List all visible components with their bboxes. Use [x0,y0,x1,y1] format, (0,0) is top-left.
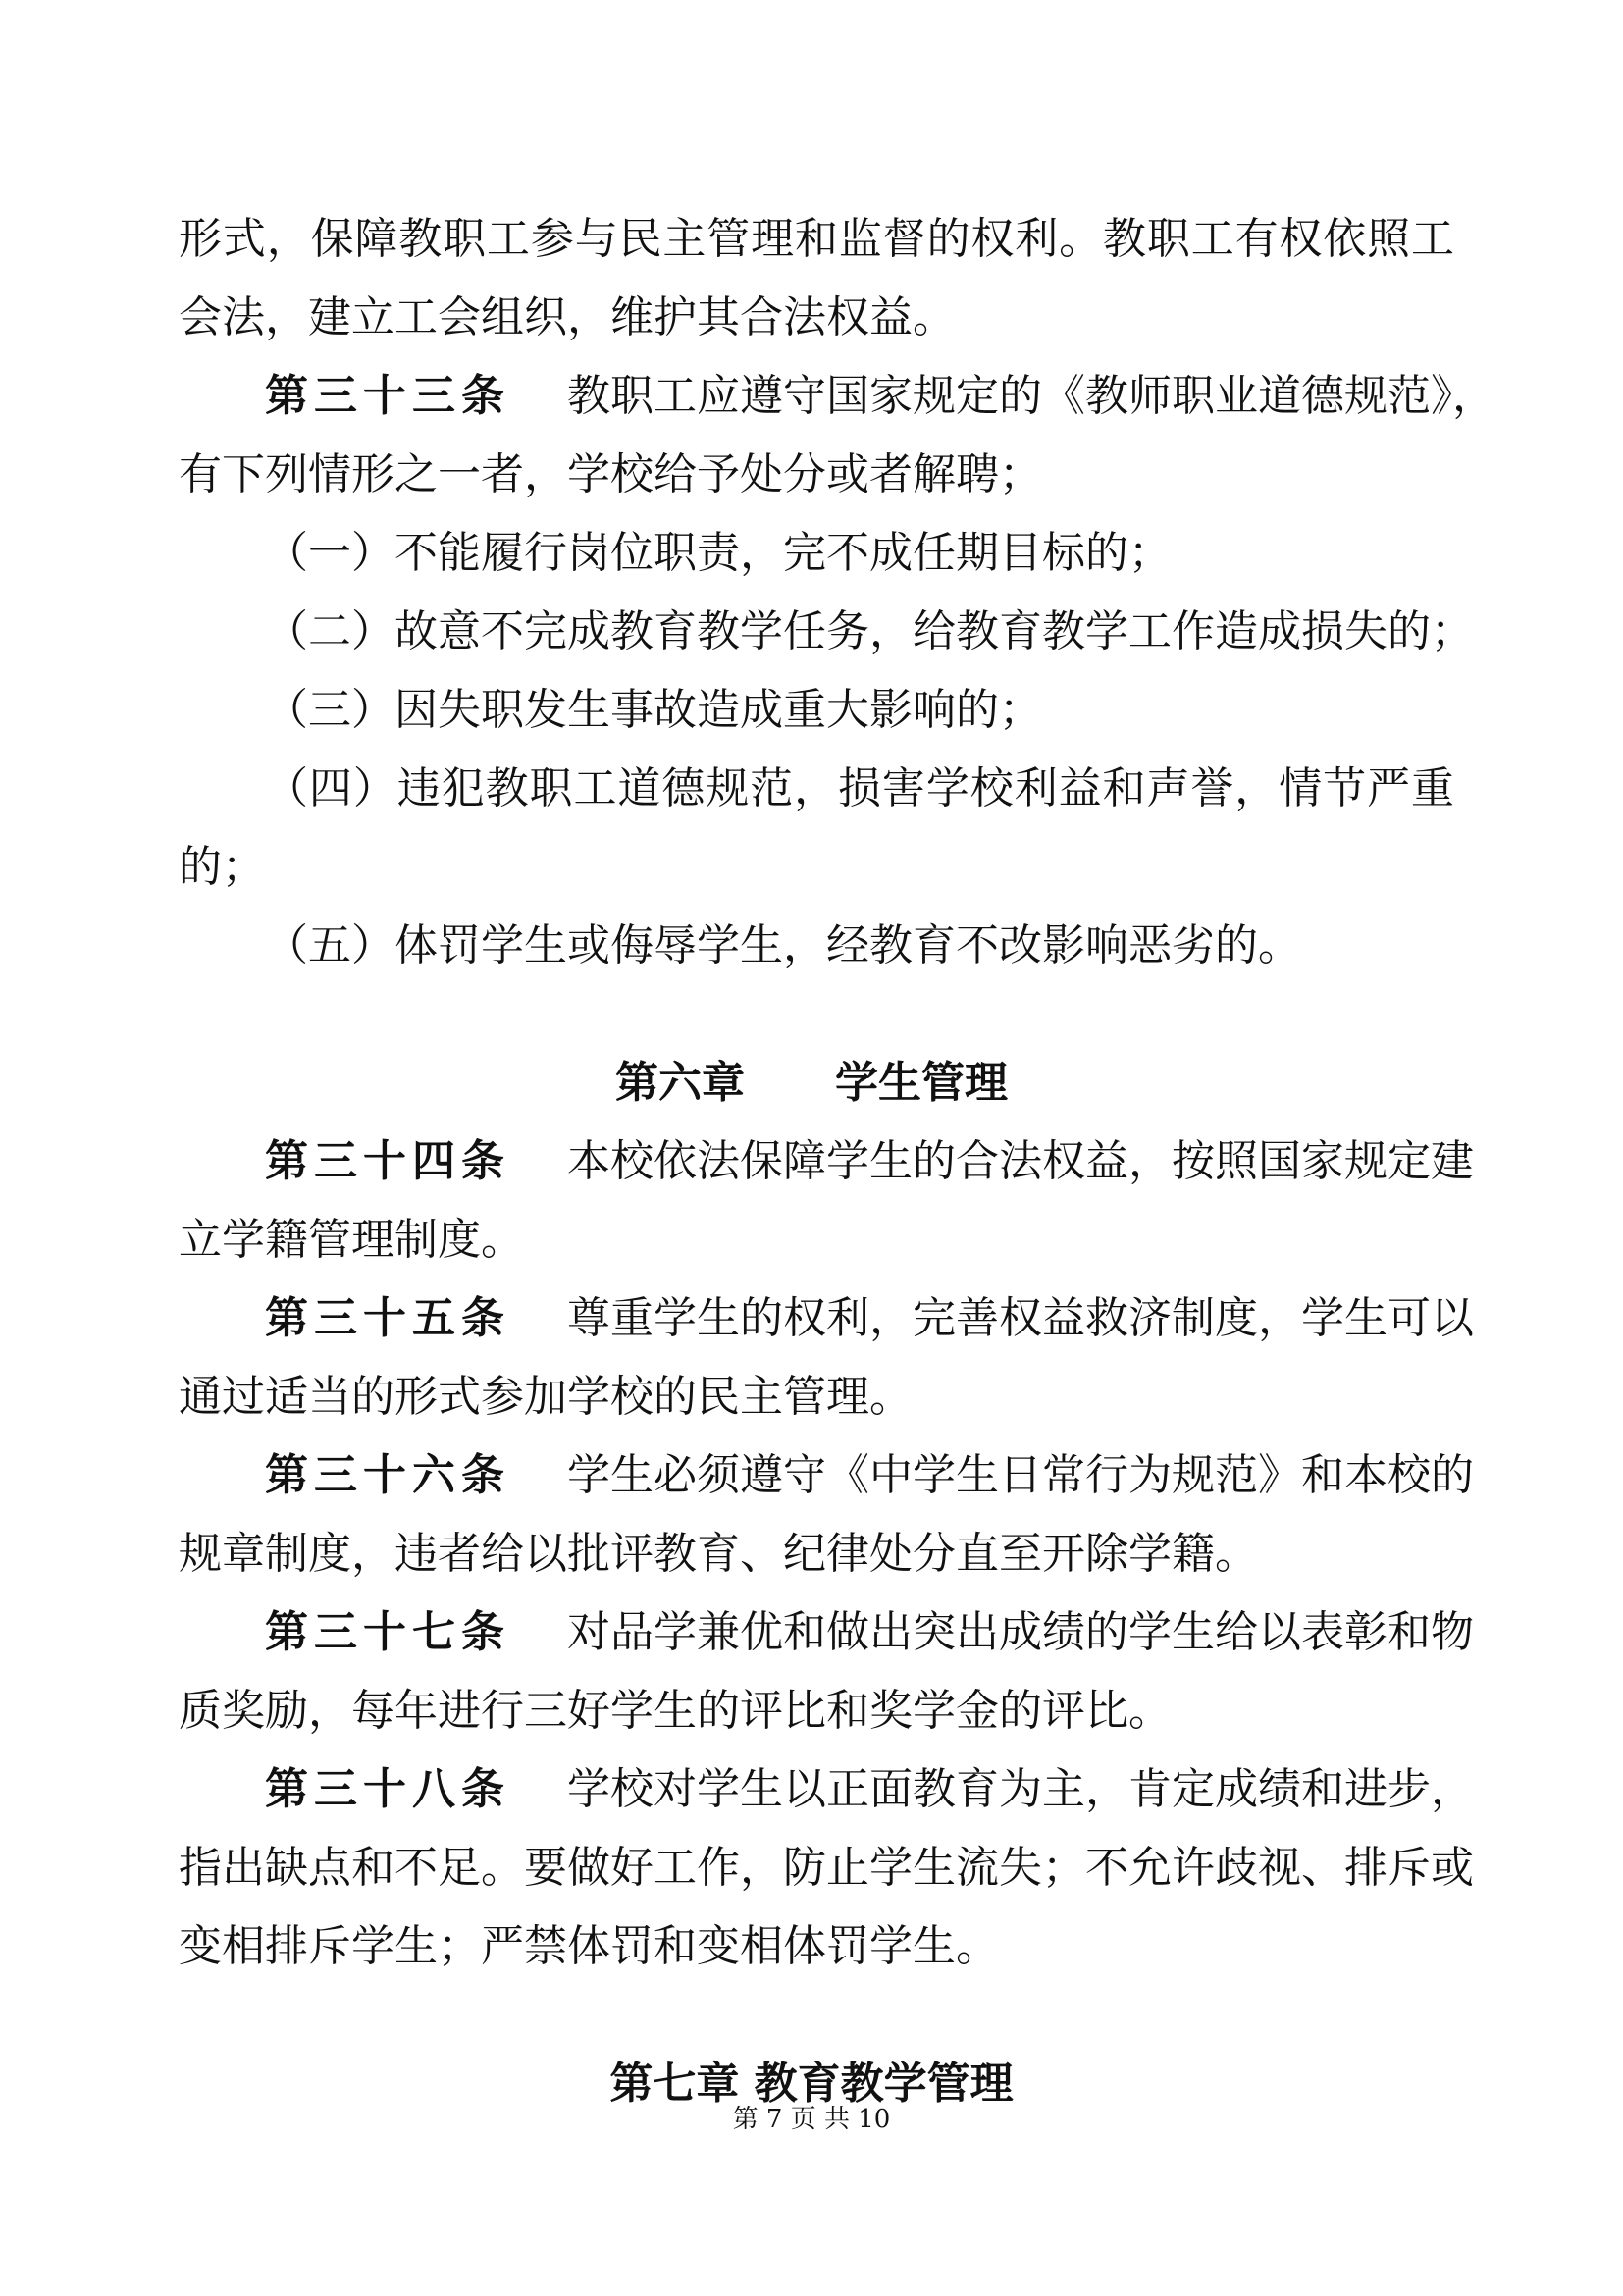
article-text: 学校对学生以正面教育为主，肯定成绩和进步， [567,1764,1474,1814]
paragraph-line: 有下列情形之一者，学校给予处分或者解聘； [179,449,1042,499]
article-text: 教职工应遵守国家规定的《教师职业道德规范》， [567,371,1495,421]
list-item: （一）不能履行岗位职责，完不成任期目标的； [265,528,1172,578]
article-35 [265,1279,1474,1358]
paragraph-line: 通过适当的形式参加学校的民主管理。 [179,1372,913,1422]
article-38 [265,1750,1474,1829]
list-item: （三）因失职发生事故造成重大影响的； [265,685,1042,735]
article-label: 第三十五条 [265,1293,510,1343]
article-label: 第三十三条 [265,371,510,421]
paragraph-line: 质奖励，每年进行三好学生的评比和奖学金的评比。 [179,1686,1172,1736]
chapter-heading: 第六章 学生管理 [615,1058,1008,1108]
article-label: 第三十八条 [265,1764,510,1814]
paragraph-line: 形式，保障教职工参与民主管理和监督的权利。教职工有权依照工 [179,214,1454,264]
chapter-heading: 第七章 教育教学管理 [609,2059,1014,2109]
article-text: 本校依法保障学生的合法权益，按照国家规定建 [567,1136,1474,1186]
article-34 [265,1122,1474,1201]
article-text: 学生必须遵守《中学生日常行为规范》和本校的 [567,1450,1474,1500]
list-item-continuation: 的； [179,842,265,892]
page-number: 第 7 页 共 10 [732,2105,891,2134]
paragraph-line: 指出缺点和不足。要做好工作，防止学生流失；不允许歧视、排斥或 [179,1843,1474,1893]
article-37 [265,1593,1474,1672]
article-33 [265,357,1495,436]
list-item: （二）故意不完成教育教学任务，给教育教学工作造成损失的； [265,606,1474,656]
article-label: 第三十四条 [265,1136,510,1186]
list-item: （五）体罚学生或侮辱学生，经教育不改影响恶劣的。 [265,920,1301,970]
paragraph-line: 变相排斥学生；严禁体罚和变相体罚学生。 [179,1921,999,1971]
list-item: （四）违犯教职工道德规范，损害学校利益和声誉，情节严重 [265,763,1454,813]
article-36 [265,1436,1474,1515]
article-text: 对品学兼优和做出突出成绩的学生给以表彰和物 [567,1607,1474,1657]
article-text: 尊重学生的权利，完善权益救济制度，学生可以 [567,1293,1474,1343]
article-label: 第三十六条 [265,1450,510,1500]
article-label: 第三十七条 [265,1607,510,1657]
paragraph-line: 会法，建立工会组织，维护其合法权益。 [179,292,956,342]
paragraph-line: 立学籍管理制度。 [179,1215,524,1265]
paragraph-line: 规章制度，违者给以批评教育、纪律处分直至开除学籍。 [179,1529,1258,1579]
